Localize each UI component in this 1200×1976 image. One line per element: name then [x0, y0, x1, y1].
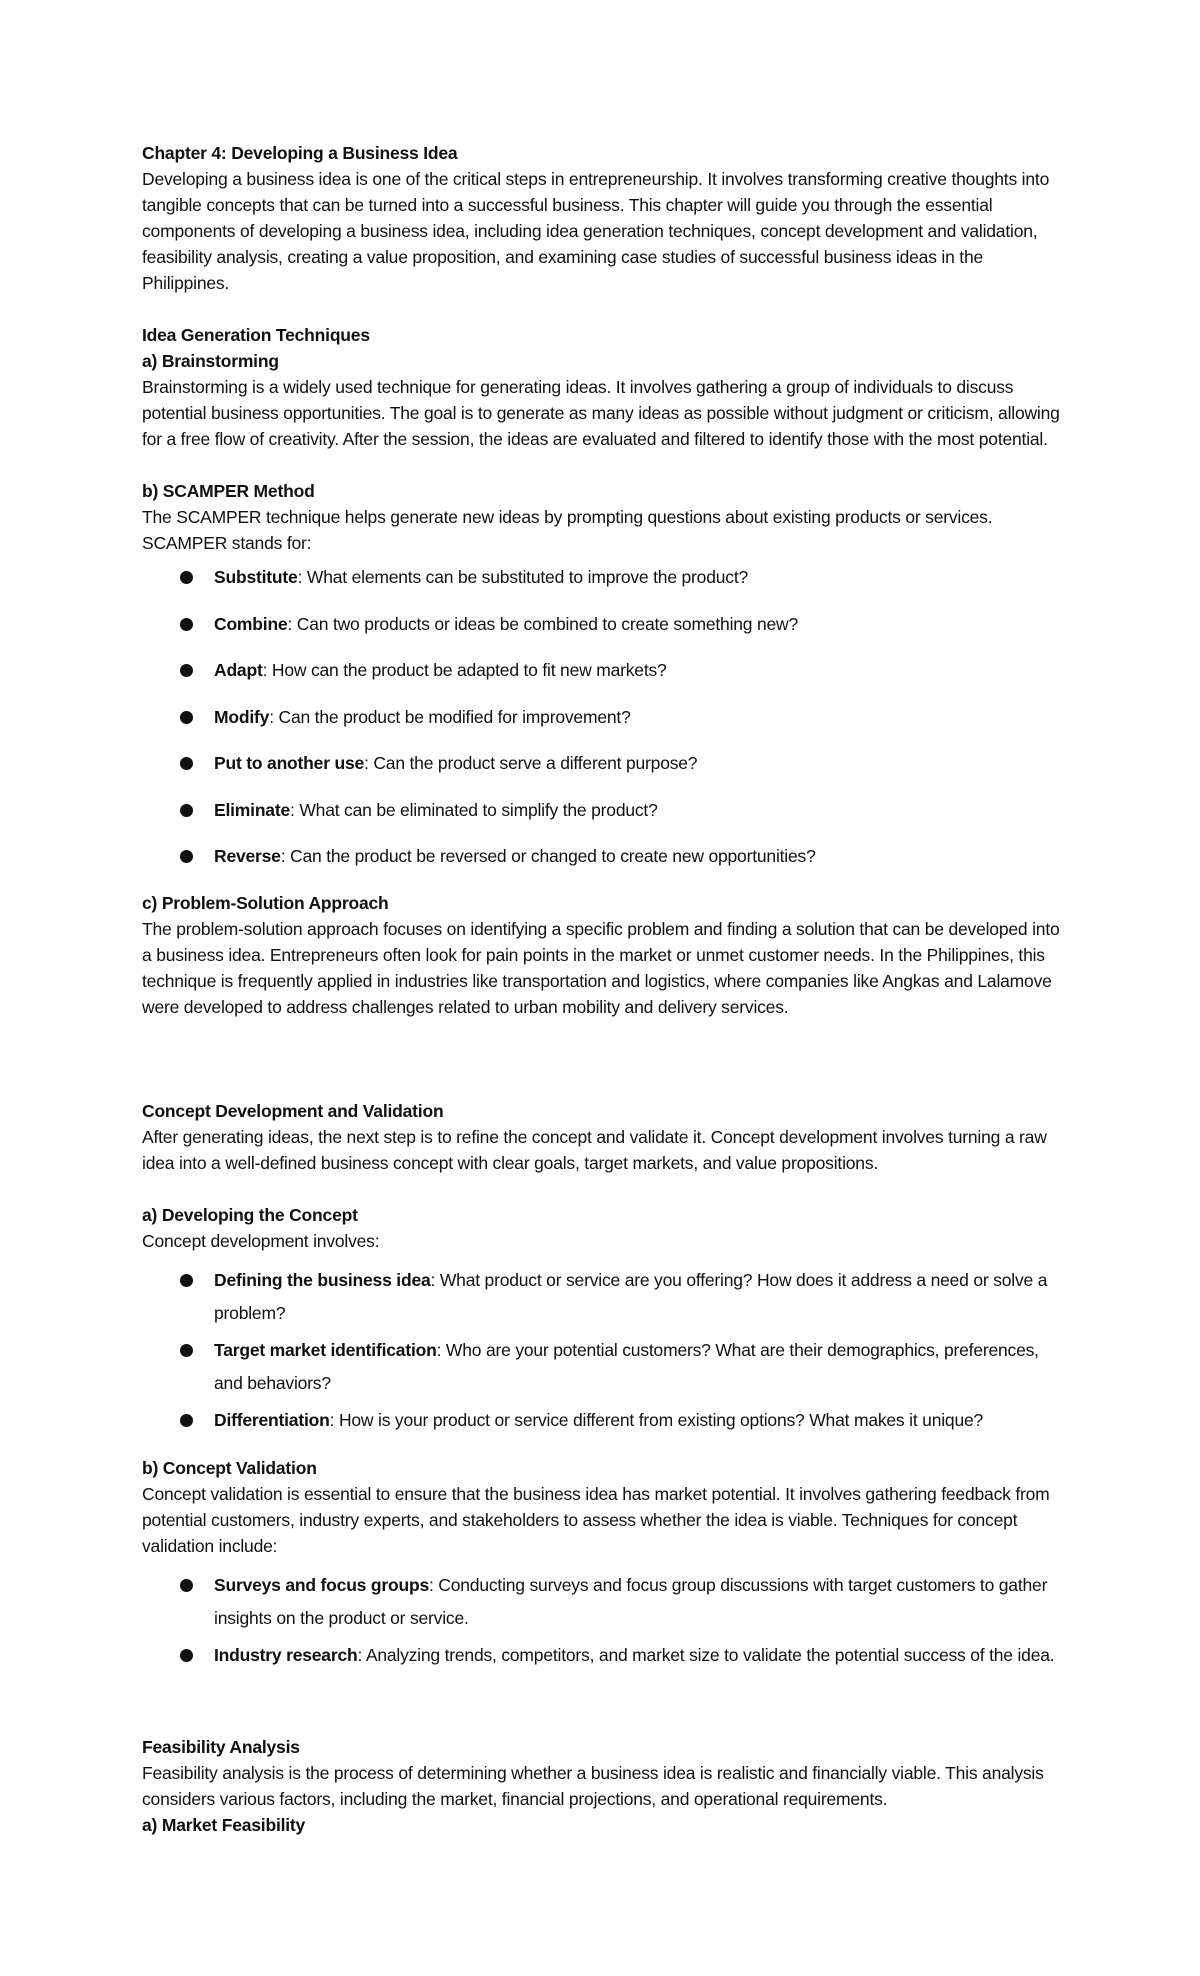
list-item-description: : Analyzing trends, competitors, and market size to validate the potential success of the idea.: [357, 1644, 1055, 1665]
bullet-icon: [180, 664, 193, 677]
bullet-icon: [180, 1579, 193, 1592]
bullet-icon: [180, 757, 193, 770]
spacer: [142, 1176, 1072, 1202]
chapter-intro: Developing a business idea is one of the critical steps in entrepreneurship. It involves transforming creative thoughts into tangible concepts that can be turned into a successful business. This chapter will guide you through the essential components of developing a business idea, including idea generation techniques, concept development and validation, feasibility analysis, creating a value proposition, and examining case studies of successful business ideas in the Philippines.: [142, 169, 1050, 293]
scamper-paragraph: The SCAMPER technique helps generate new ideas by prompting questions about existing products or services. SCAMPER stands for:: [142, 507, 993, 553]
list-item-description: : Can two products or ideas be combined to create something new?: [287, 613, 799, 634]
list-item: [142, 564, 1072, 590]
list-item-term: Modify: [214, 706, 270, 727]
validation-list: [142, 1569, 1072, 1672]
bullet-icon: [180, 1344, 193, 1357]
bullet-icon: [180, 711, 193, 724]
list-item: [142, 1404, 1072, 1437]
list-item-term: Defining the business idea: [214, 1269, 431, 1290]
list-item: [142, 1264, 1072, 1330]
bullet-icon: [180, 850, 193, 863]
document-body: [142, 140, 1072, 1838]
list-item: [142, 1569, 1072, 1635]
list-item-description: : Can the product be reversed or changed to create new opportunities?: [280, 846, 816, 866]
subheading-market-feasibility: a) Market Feasibility: [142, 1814, 306, 1835]
list-item: [142, 797, 1072, 823]
bullet-icon: [180, 571, 193, 584]
brainstorming-paragraph: Brainstorming is a widely used technique for generating ideas. It involves gathering a group of individuals to discuss potential business opportunities. The goal is to generate as many ideas as possible without judgment or criticism, allowing for a free flow of creativity. After the session, the ideas are evaluated and filtered to identify those with the most potential.: [142, 377, 1060, 449]
list-item-term: Target market identification: [214, 1339, 437, 1360]
list-item-term: Eliminate: [214, 799, 291, 820]
list-item-term: Differentiation: [214, 1409, 330, 1430]
bullet-icon: [180, 804, 193, 817]
list-item-description: : What product or service are you offering? How does it address a need or solve a problem?: [214, 1269, 1048, 1323]
subheading-developing-concept: a) Developing the Concept: [142, 1204, 358, 1225]
list-item-term: Put to another use: [214, 753, 365, 773]
list-item: [142, 1334, 1072, 1400]
list-item: [142, 750, 1072, 776]
spacer: [142, 1020, 1072, 1098]
bullet-icon: [180, 1274, 193, 1287]
section-heading-concept: Concept Development and Validation: [142, 1100, 444, 1121]
list-item-description: : Who are your potential customers? What are their demographics, preferences, and behaviors?: [214, 1339, 1039, 1393]
spacer: [142, 1676, 1072, 1734]
spacer: [142, 296, 1072, 322]
list-item-description: : What elements can be substituted to improve the product?: [297, 567, 749, 587]
list-item-term: Adapt: [214, 660, 263, 680]
list-item-term: Substitute: [214, 567, 298, 587]
concept-paragraph: After generating ideas, the next step is to refine the concept and validate it. Concept development involves turning a raw idea into a well-defined business concept with clear goals, target markets, and value propositions.: [142, 1126, 1047, 1173]
scamper-list: [142, 564, 1072, 869]
spacer: [142, 452, 1072, 478]
problem-solution-paragraph: The problem-solution approach focuses on identifying a specific problem and finding a solution that can be developed into a business idea. Entrepreneurs often look for pain points in the market or unmet customer needs. In the Philippines, this technique is frequently applied in industries like transportation and logistics, where companies like Angkas and Lalamove were developed to address challenges related to urban mobility and delivery services.: [142, 918, 1060, 1017]
section-heading-idea-generation: Idea Generation Techniques: [142, 325, 370, 345]
list-item-term: Industry research: [214, 1644, 358, 1665]
list-item-description: : Can the product be modified for improvement?: [269, 706, 631, 727]
concept-validation-paragraph: Concept validation is essential to ensure that the business idea has market potential. It involves gathering feedback from potential customers, industry experts, and stakeholders to assess whether the idea is viable. Techniques for concept validation include:: [142, 1483, 1050, 1556]
list-item-term: Reverse: [214, 846, 281, 866]
list-item: [142, 1639, 1072, 1672]
feasibility-paragraph: Feasibility analysis is the process of determining whether a business idea is realistic and financially viable. This analysis considers various factors, including the market, financial projections, and operational requirements.: [142, 1762, 1044, 1809]
chapter-title: Chapter 4: Developing a Business Idea: [142, 143, 458, 163]
list-item-description: : How can the product be adapted to fit new markets?: [262, 660, 667, 680]
bullet-icon: [180, 1414, 193, 1427]
subheading-concept-validation: b) Concept Validation: [142, 1457, 317, 1478]
list-item-term: Surveys and focus groups: [214, 1574, 429, 1595]
list-item-term: Combine: [214, 613, 288, 634]
spacer: [142, 1441, 1072, 1455]
list-item-description: : Can the product serve a different purpose?: [364, 753, 698, 773]
bullet-icon: [180, 618, 193, 631]
list-item: [142, 704, 1072, 730]
list-item-description: : Conducting surveys and focus group discussions with target customers to gather insights on the product or service.: [214, 1574, 1048, 1628]
concept-list: [142, 1264, 1072, 1437]
list-item-description: : What can be eliminated to simplify the product?: [290, 799, 658, 820]
developing-concept-paragraph: Concept development involves:: [142, 1230, 380, 1251]
subheading-brainstorming: a) Brainstorming: [142, 351, 279, 371]
list-item: [142, 657, 1072, 683]
section-heading-feasibility: Feasibility Analysis: [142, 1736, 300, 1757]
bullet-icon: [180, 1649, 193, 1662]
list-item: [142, 843, 1072, 869]
list-item: [142, 611, 1072, 637]
subheading-scamper: b) SCAMPER Method: [142, 481, 315, 501]
subheading-problem-solution: c) Problem-Solution Approach: [142, 892, 389, 913]
list-item-description: : How is your product or service different from existing options? What makes it unique?: [329, 1409, 984, 1430]
